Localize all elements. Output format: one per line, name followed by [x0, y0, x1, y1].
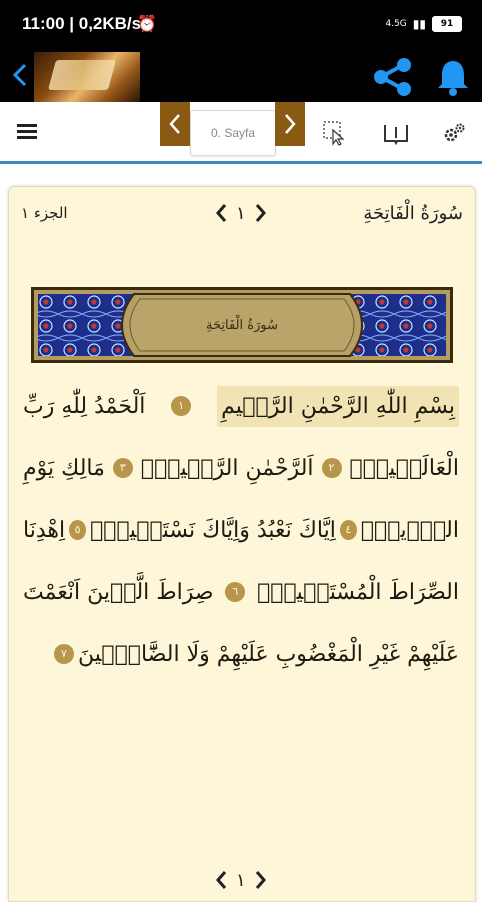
status-right	[385, 16, 462, 32]
quran-text[interactable]	[23, 375, 459, 685]
verse-text[interactable]: اَلرَّحْمٰنِ الرَّح۪يمِۙ	[140, 455, 314, 481]
ayah-marker[interactable]: ١	[171, 396, 191, 416]
select-area-icon[interactable]	[322, 120, 348, 146]
status-bar	[0, 0, 482, 52]
page-number-input[interactable]: 0. Sayfa	[190, 110, 276, 156]
chevron-right-icon	[282, 112, 298, 136]
share-icon[interactable]	[371, 57, 415, 97]
mushaf-page[interactable]	[8, 186, 476, 902]
prev-page-button[interactable]	[160, 102, 190, 146]
juz-label: الجزء ١	[21, 204, 68, 222]
ayah-marker[interactable]: ٤	[340, 520, 357, 540]
book-icon[interactable]	[383, 120, 409, 146]
highlighted-verse-text[interactable]: بِسْمِ اللّٰهِ الرَّحْمٰنِ الرَّح۪يمِ	[217, 386, 459, 427]
quran-line	[23, 499, 459, 561]
status-time: 11:00 | 0,2KB/s	[22, 14, 142, 33]
alarm-icon: ⏰	[137, 14, 157, 33]
ayah-marker[interactable]: ٣	[113, 458, 133, 478]
back-arrow-icon[interactable]	[8, 60, 32, 90]
verse-text[interactable]: الدّ۪ينِۜ	[360, 517, 459, 543]
network-type: 4.5G	[385, 18, 407, 29]
verse-text[interactable]: اِهْدِنَا	[23, 517, 66, 543]
toolbar	[0, 102, 482, 164]
chevron-right-icon[interactable]	[254, 869, 268, 891]
verse-text[interactable]: صِرَاطَ الَّذ۪ينَ اَنْعَمْتَ	[23, 579, 214, 605]
ayah-marker[interactable]: ٥	[69, 520, 86, 540]
verse-text[interactable]: اَلْحَمْدُ لِلّٰهِ رَبِّ	[23, 393, 146, 419]
reader-area	[0, 164, 482, 900]
verse-text[interactable]: الْعَالَم۪ينَۙ	[349, 455, 459, 481]
ayah-marker[interactable]: ٦	[225, 582, 245, 602]
verse-text[interactable]: اِيَّاكَ نَعْبُدُ وَاِيَّاكَ نَسْتَع۪ينُۜ	[90, 517, 336, 543]
page-header-nav	[214, 202, 268, 224]
surah-banner	[31, 287, 453, 363]
next-page-button[interactable]	[275, 102, 305, 146]
quran-line	[23, 623, 459, 685]
chevron-left-icon[interactable]	[214, 202, 228, 224]
quran-line	[23, 561, 459, 623]
chevron-left-icon	[167, 112, 183, 136]
book-cover-image	[34, 52, 140, 102]
battery-icon: 91	[432, 16, 462, 32]
app-bar	[0, 52, 482, 102]
page-number: ١	[236, 202, 246, 224]
page-footer-nav	[214, 869, 268, 891]
ayah-marker[interactable]: ٢	[322, 458, 342, 478]
ayah-marker[interactable]: ٧	[54, 644, 74, 664]
verse-text[interactable]: مَالِكِ يَوْمِ	[23, 455, 105, 481]
verse-text[interactable]: الصِّرَاطَ الْمُسْتَق۪يمَۙ	[257, 579, 459, 605]
surah-name-header: سُورَةُ الْفَاتِحَةِ	[363, 203, 463, 224]
footer-page-number: ١	[236, 869, 246, 891]
signal-icon: ▮▮	[412, 17, 426, 31]
menu-icon[interactable]	[17, 124, 37, 140]
quran-line	[23, 437, 459, 499]
verse-text[interactable]: عَلَيْهِمْ غَيْرِ الْمَغْضُوبِ عَلَيْهِمْ وَلَا الضَّٓالّ۪ينَ	[78, 641, 459, 667]
chevron-left-icon[interactable]	[214, 869, 228, 891]
banner-surah-title: سُورَةُ الْفَاتِحَةِ	[206, 317, 278, 333]
bell-icon[interactable]	[434, 57, 472, 97]
settings-gears-icon[interactable]	[442, 120, 468, 146]
quran-line	[23, 375, 459, 437]
chevron-right-icon[interactable]	[254, 202, 268, 224]
